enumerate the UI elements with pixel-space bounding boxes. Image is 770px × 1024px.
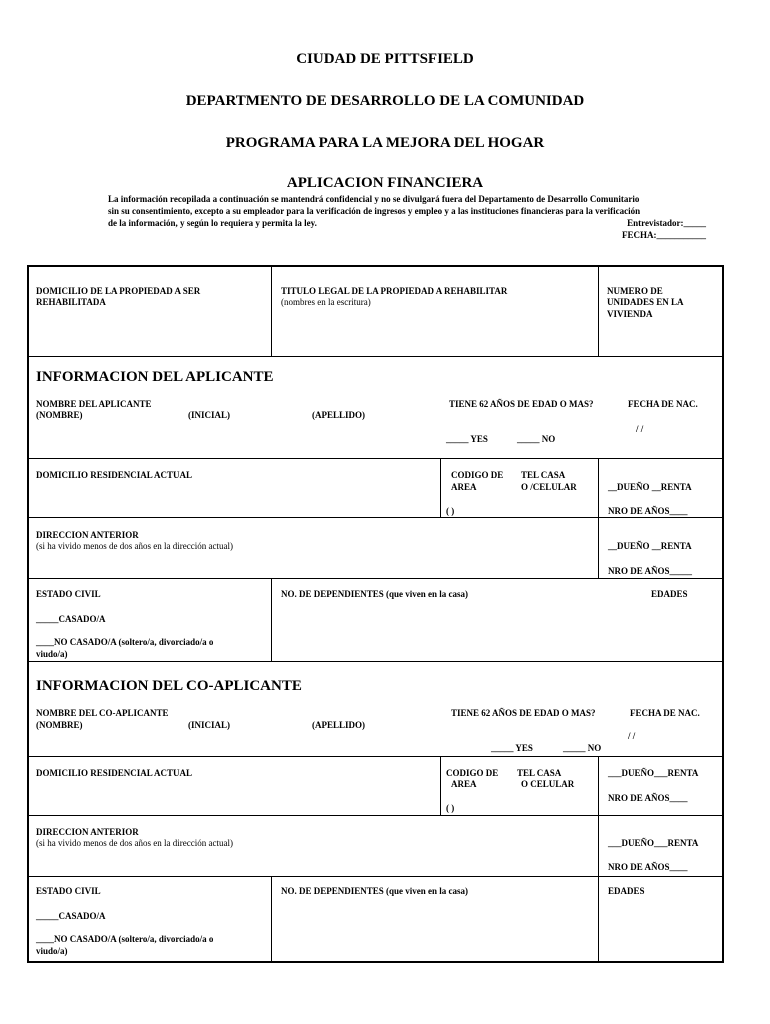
units-label-3: VIVIENDA (607, 309, 653, 319)
property-address-label: DOMICILIO DE LA PROPIEDAD A SER (36, 286, 201, 296)
city-title: CIUDAD DE PITTSFIELD (296, 51, 474, 67)
program-title: PROGRAMA PARA LA MEJORA DEL HOGAR (225, 135, 545, 151)
divider (598, 458, 599, 518)
divider (28, 815, 723, 816)
coapplicant-years-field[interactable]: NRO DE AÑOS____ (608, 793, 688, 803)
applicant-first-label: (NOMBRE) (36, 410, 83, 420)
applicant-unmarried-option[interactable]: ____NO CASADO/A (soltero/a, divorciado/a o (36, 637, 214, 647)
coapplicant-own-rent[interactable]: ___DUEÑO___RENTA (608, 768, 699, 778)
applicant-marital-label: ESTADO CIVIL (36, 589, 101, 599)
applicant-dependents-label: NO. DE DEPENDIENTES (que viven en la casa) (281, 589, 469, 599)
divider (28, 458, 723, 459)
units-label-2: UNIDADES EN LA (607, 297, 684, 307)
divider (271, 876, 272, 961)
divider (28, 578, 723, 579)
notice-line-1: La información recopilada a continuación se mantendrá confidencial y no se divulgará fuera del Departamento de Desarrollo Comunitario (108, 194, 640, 204)
divider (28, 756, 723, 757)
applicant-married-option[interactable]: _____CASADO/A (36, 614, 106, 624)
coapplicant-prev-own-rent[interactable]: ___DUEÑO___RENTA (608, 838, 699, 848)
coapplicant-no-option[interactable]: _____ NO (563, 743, 602, 753)
applicant-initial-label: (INICIAL) (188, 410, 231, 420)
coapplicant-ages-label: EDADES (608, 886, 645, 896)
divider (28, 661, 723, 662)
divider (28, 876, 723, 877)
applicant-no-option[interactable]: _____ NO (517, 434, 556, 444)
interviewer-field[interactable]: Entrevistador:_____ (627, 218, 706, 228)
applicant-years-field[interactable]: NRO DE AÑOS____ (608, 506, 688, 516)
applicant-area-code-field[interactable]: ( ) (446, 506, 455, 516)
divider (598, 756, 599, 816)
coapplicant-married-option[interactable]: _____CASADO/A (36, 911, 106, 921)
applicant-name-label: NOMBRE DEL APLICANTE (36, 399, 152, 409)
notice-line-3: de la información, y según lo requiera y permita la ley. (108, 218, 317, 228)
applicant-age-question: TIENE 62 AÑOS DE EDAD O MAS? (449, 399, 594, 409)
coapplicant-dob-label: FECHA DE NAC. (630, 708, 700, 718)
date-row (108, 229, 706, 241)
coapplicant-marital-label: ESTADO CIVIL (36, 886, 101, 896)
applicant-residence-label: DOMICILIO RESIDENCIAL ACTUAL (36, 470, 193, 480)
coapplicant-unmarried-option[interactable]: ____NO CASADO/A (soltero/a, divorciado/a o (36, 934, 214, 944)
coapplicant-initial-label: (INICIAL) (188, 720, 231, 730)
divider (598, 266, 599, 357)
coapplicant-phone-label-2: O CELULAR (521, 779, 575, 789)
applicant-phone-label: TEL CASA (521, 470, 566, 480)
units-label: NUMERO DE (607, 286, 663, 296)
divider (598, 815, 599, 877)
divider (271, 266, 272, 357)
form-title: APLICACION FINANCIERA (286, 175, 484, 191)
applicant-ages-label: EDADES (651, 589, 688, 599)
applicant-area-code-label-2: AREA (451, 482, 477, 492)
legal-title-label: TITULO LEGAL DE LA PROPIEDAD A REHABILITAR (281, 286, 508, 296)
notice-line-2: sin su consentimiento, excepto a su empleador para la verificación de ingresos y empleo y a las instituciones financieras para la verificación (108, 206, 641, 216)
applicant-prev-address-label: DIRECCION ANTERIOR (36, 530, 139, 540)
applicant-last-label: (APELLIDO) (312, 410, 366, 420)
coapplicant-prev-address-label: DIRECCION ANTERIOR (36, 827, 139, 837)
applicant-dob-field[interactable]: / / (636, 424, 644, 434)
coapplicant-yes-option[interactable]: _____ YES (491, 743, 533, 753)
divider (598, 876, 599, 961)
applicant-prev-years-field[interactable]: NRO DE AÑOS_____ (608, 566, 693, 576)
applicant-prev-address-note: (si ha vivido menos de dos años en la dirección actual) (36, 541, 233, 551)
applicant-prev-own-rent[interactable]: __DUEÑO __RENTA (608, 541, 692, 551)
coapplicant-age-question: TIENE 62 AÑOS DE EDAD O MAS? (451, 708, 596, 718)
coapplicant-prev-years-field[interactable]: NRO DE AÑOS____ (608, 862, 688, 872)
coapplicant-area-code-field[interactable]: ( ) (446, 803, 455, 813)
legal-title-sub: (nombres en la escritura) (281, 297, 371, 307)
coapplicant-prev-address-note: (si ha vivido menos de dos años en la dirección actual) (36, 838, 233, 848)
applicant-phone-label-2: O /CELULAR (521, 482, 577, 492)
divider (28, 517, 723, 518)
coapplicant-name-label: NOMBRE DEL CO-APLICANTE (36, 708, 169, 718)
coapplicant-first-label: (NOMBRE) (36, 720, 83, 730)
applicant-unmarried-option-2: viudo/a) (36, 649, 68, 659)
divider (440, 458, 441, 518)
confidentiality-notice (108, 193, 706, 241)
divider (598, 517, 599, 579)
applicant-heading: INFORMACION DEL APLICANTE (36, 369, 274, 385)
applicant-dob-label: FECHA DE NAC. (628, 399, 698, 409)
coapplicant-dependents-label: NO. DE DEPENDIENTES (que viven en la casa) (281, 886, 469, 896)
coapplicant-dob-field[interactable]: / / (628, 731, 636, 741)
coapplicant-phone-label: TEL CASA (517, 768, 562, 778)
coapplicant-last-label: (APELLIDO) (312, 720, 366, 730)
applicant-yes-option[interactable]: _____ YES (446, 434, 488, 444)
notice-line-3-row (108, 217, 706, 229)
coapplicant-area-code-label-2: AREA (451, 779, 477, 789)
coapplicant-unmarried-option-2: viudo/a) (36, 946, 68, 956)
divider (440, 756, 441, 816)
date-field[interactable]: FECHA:___________ (622, 230, 706, 240)
coapplicant-area-code-label: CODIGO DE (446, 768, 499, 778)
divider (28, 356, 723, 357)
divider (271, 578, 272, 662)
coapplicant-residence-label: DOMICILIO RESIDENCIAL ACTUAL (36, 768, 193, 778)
applicant-own-rent[interactable]: __DUEÑO __RENTA (608, 482, 692, 492)
coapplicant-heading: INFORMACION DEL CO-APLICANTE (36, 678, 302, 694)
applicant-area-code-label: CODIGO DE (451, 470, 504, 480)
department-title: DEPARTMENTO DE DESARROLLO DE LA COMUNIDAD (185, 93, 585, 109)
property-address-label-2: REHABILITADA (36, 297, 106, 307)
